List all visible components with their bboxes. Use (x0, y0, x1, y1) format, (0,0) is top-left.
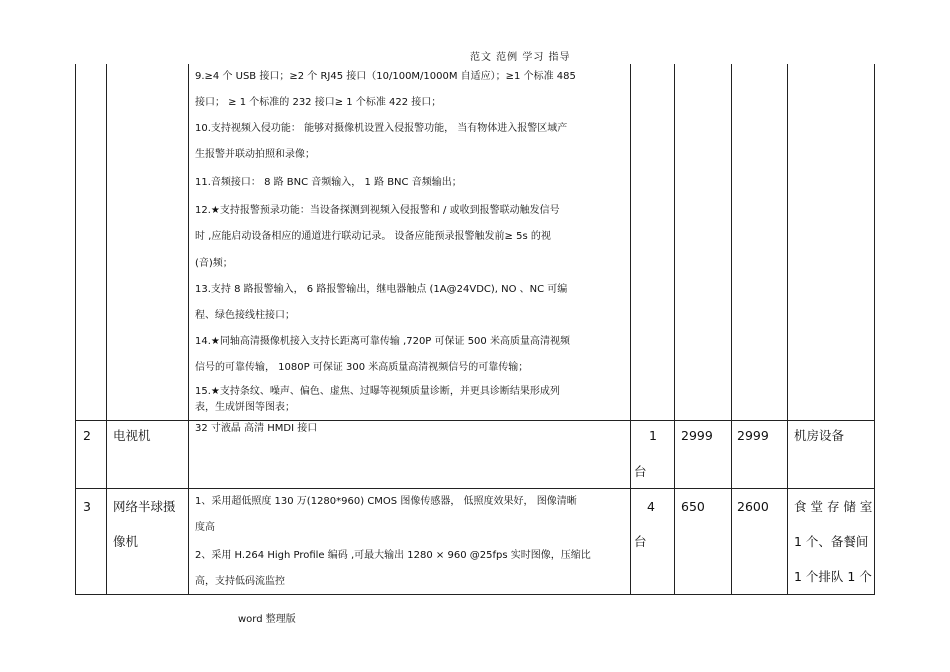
spec-line: 生报警并联动拍照和录像； (195, 149, 315, 160)
spec-line: 表，生成饼图等图表； (195, 402, 295, 413)
spec-line: 信号的可靠传输， 1080P 可保证 300 米高质量高清视频信号的可靠传输； (195, 362, 529, 373)
item-location: 1 个、备餐间 (794, 534, 869, 549)
item-name: 像机 (113, 534, 139, 549)
spec-line: 9.≥4 个 USB 接口；≥2 个 RJ45 接口（10/100M/1000M 自适应）；≥1 个标准 485 (195, 71, 576, 82)
item-name: 电视机 (113, 428, 151, 443)
col-divider (188, 64, 189, 594)
item-quantity: 1 (649, 428, 657, 443)
item-quantity: 4 (647, 499, 655, 514)
spec-line: 13.支持 8 路报警输入， 6 路报警输出，继电器触点 (1A@24VDC), NO 、NC 可编 (195, 284, 568, 295)
item-spec: 2、采用 H.264 High Profile 编码 ,可最大输出 1280 × 960 @25fps 实时图像，压缩比 (195, 550, 591, 561)
spec-line: 11.音频接口： 8 路 BNC 音频输入， 1 路 BNC 音频输出； (195, 177, 462, 188)
item-location: 机房设备 (794, 428, 845, 443)
equipment-table (75, 64, 875, 595)
col-divider (674, 64, 675, 594)
col-divider (106, 64, 107, 594)
spec-line: 12.★支持报警预录功能：当设备探测到视频入侵报警和 / 或收到报警联动触发信号 (195, 205, 560, 216)
item-location: 食 堂 存 储 室 (794, 499, 873, 514)
row-divider (76, 420, 874, 421)
col-divider (731, 64, 732, 594)
item-name: 网络半球摄 (113, 499, 176, 514)
item-number: 3 (83, 499, 91, 514)
item-unit: 台 (634, 534, 647, 549)
item-total-price: 2999 (737, 428, 769, 443)
spec-line: 15.★支持条纹、噪声、偏色、虚焦、过曝等视频质量诊断，并更具诊断结果形成列 (195, 386, 560, 397)
item-spec: 1、采用超低照度 130 万(1280*960) CMOS 图像传感器， 低照度效果好， 图像清晰 (195, 496, 577, 507)
col-divider (630, 64, 631, 594)
page-header: 范文 范例 学习 指导 (470, 52, 571, 63)
col-divider (787, 64, 788, 594)
item-number: 2 (83, 428, 91, 443)
item-unit-price: 2999 (681, 428, 713, 443)
row-divider (76, 488, 874, 489)
page-footer: word 整理版 (238, 614, 296, 625)
item-unit: 台 (634, 464, 647, 479)
spec-line: 10.支持视频入侵功能： 能够对摄像机设置入侵报警功能， 当有物体进入报警区域产 (195, 123, 568, 134)
spec-line: (音)频； (195, 258, 233, 269)
item-unit-price: 650 (681, 499, 705, 514)
item-spec: 32 寸液晶 高清 HMDI 接口 (195, 423, 318, 434)
item-spec: 度高 (195, 522, 215, 533)
spec-line: 14.★同轴高清摄像机接入支持长距离可靠传输 ,720P 可保证 500 米高质量高清视频 (195, 336, 570, 347)
spec-line: 时 ,应能启动设备相应的通道进行联动记录。 设备应能预录报警触发前≥ 5s 的视 (195, 231, 551, 242)
item-location: 1 个排队 1 个 (794, 569, 872, 584)
spec-line: 程、绿色接线柱接口； (195, 310, 295, 321)
item-total-price: 2600 (737, 499, 769, 514)
spec-line: 接口； ≥ 1 个标准的 232 接口≥ 1 个标准 422 接口； (195, 97, 442, 108)
item-spec: 高，支持低码流监控 (195, 576, 285, 587)
